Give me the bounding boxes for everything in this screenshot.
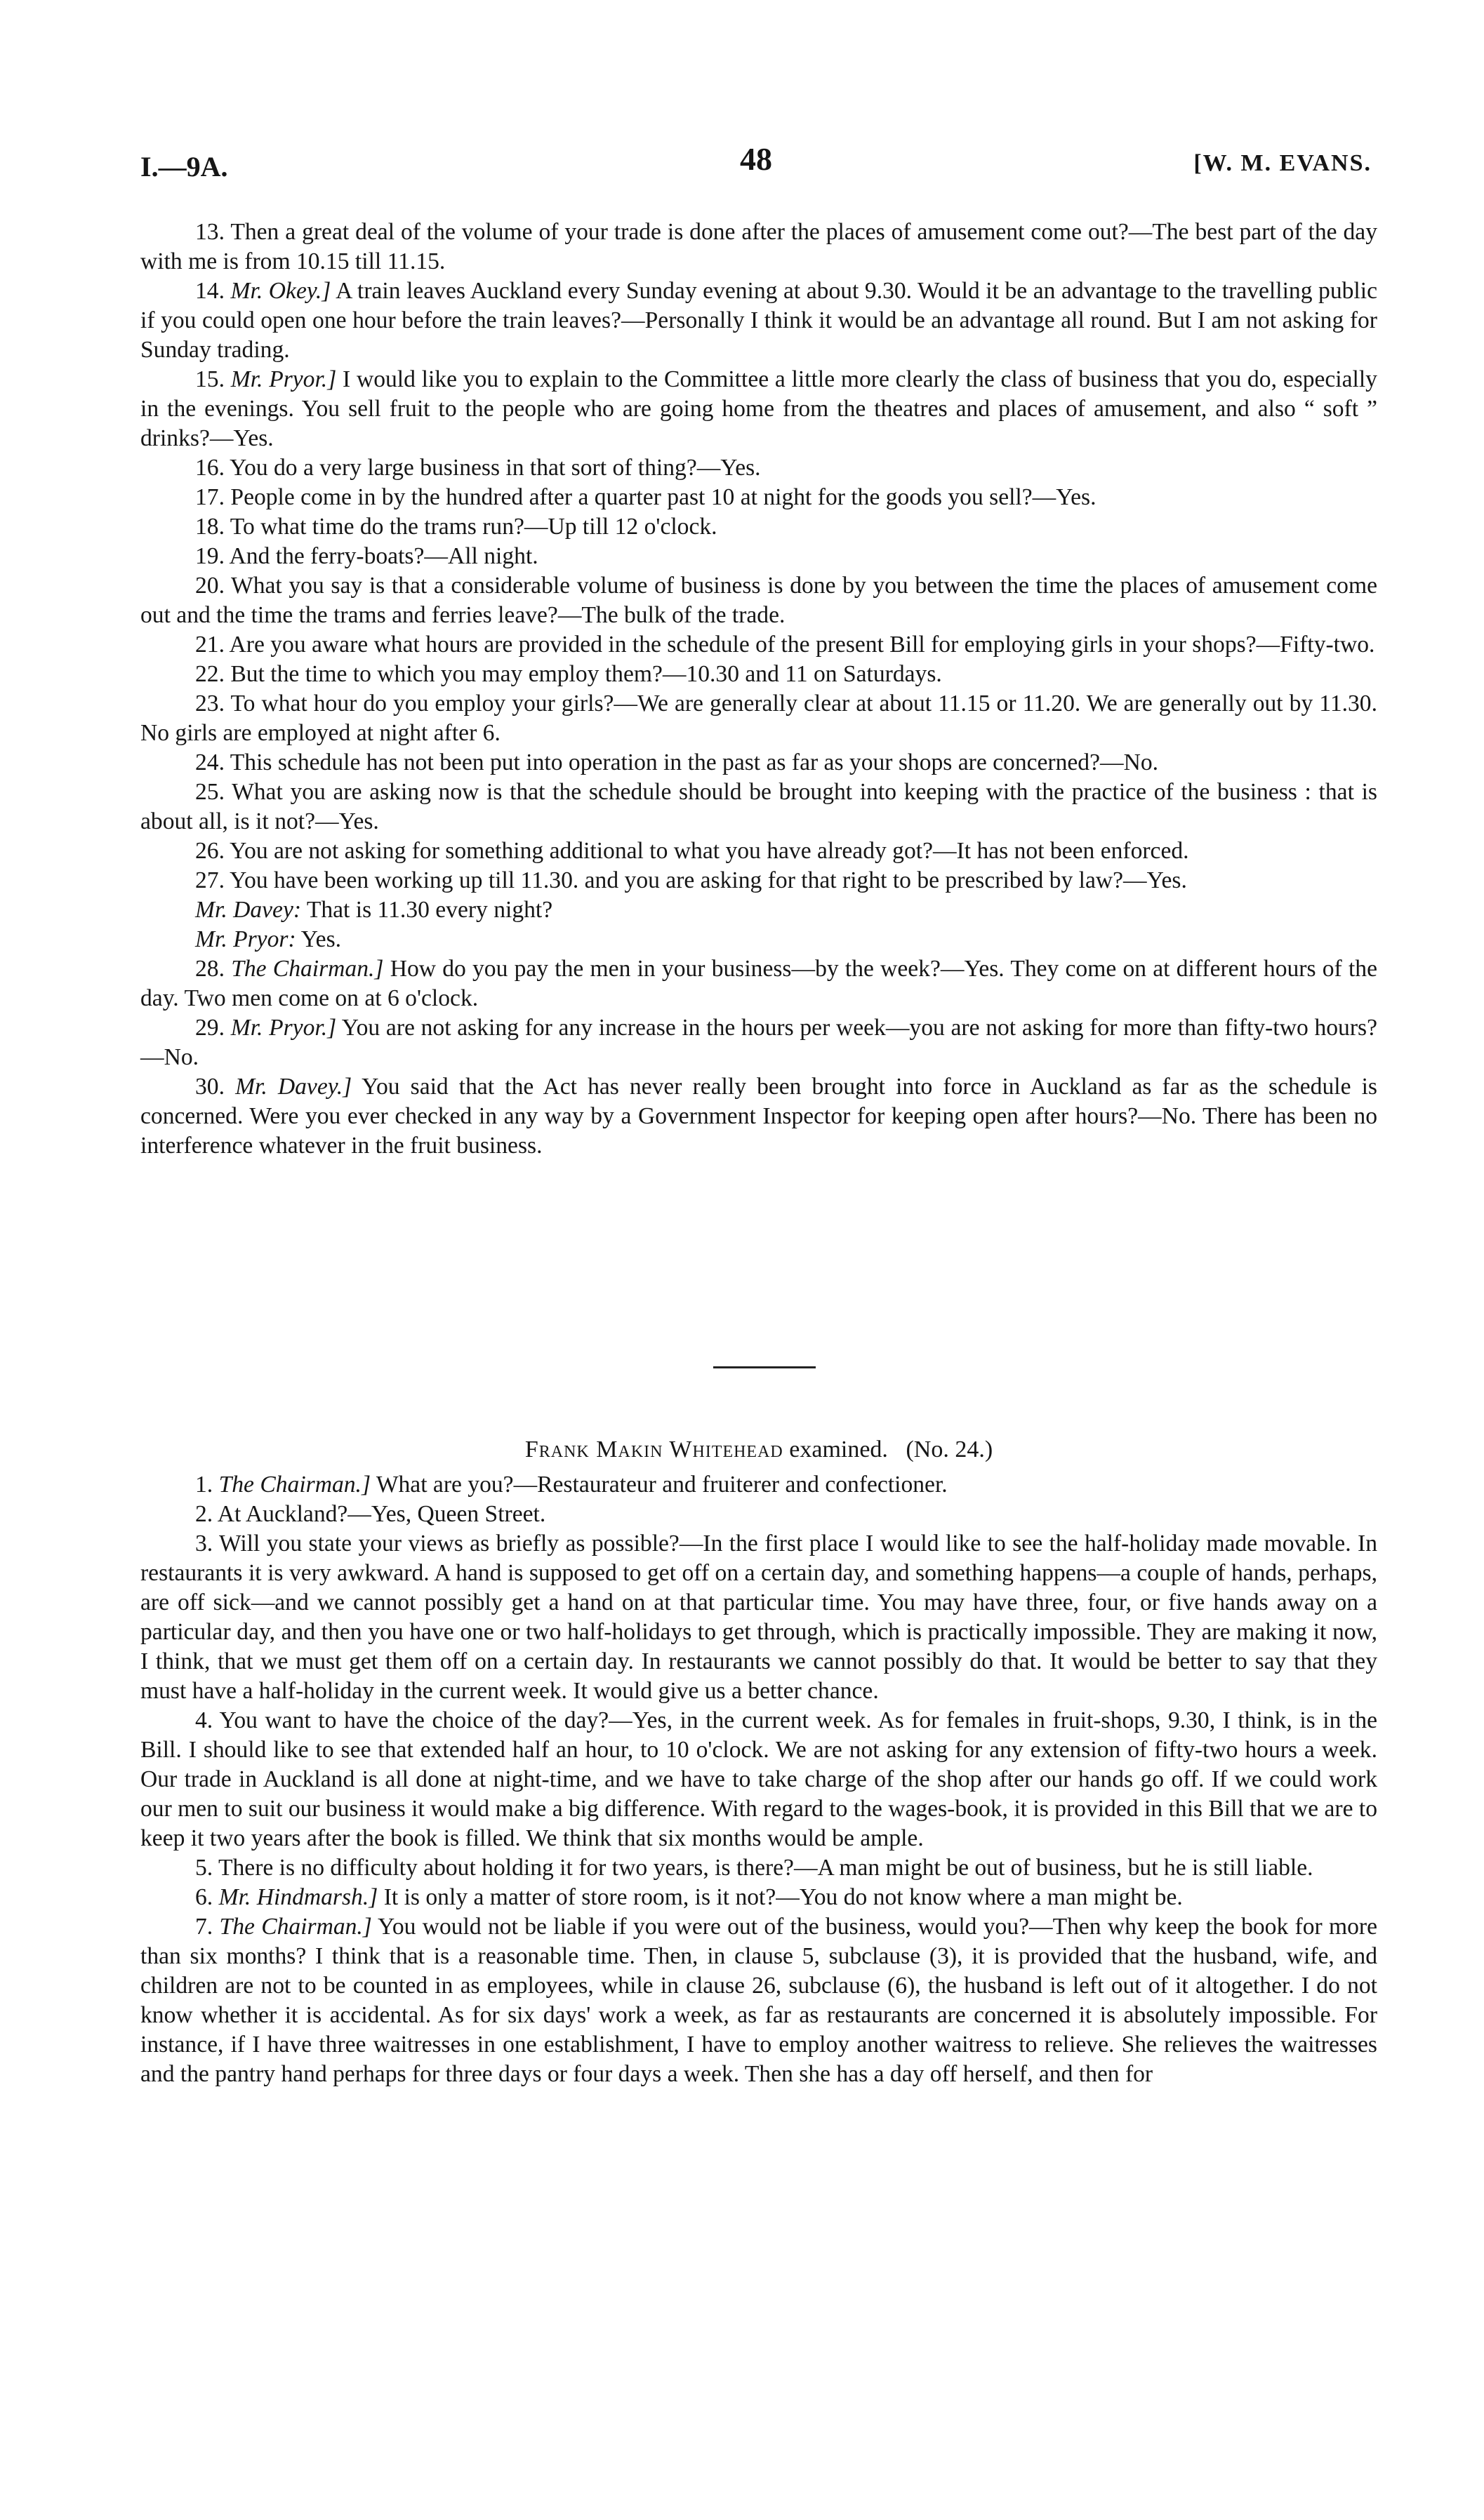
question-paragraph bbox=[140, 778, 1377, 836]
question-number: 25. bbox=[195, 779, 225, 805]
page-number: 48 bbox=[740, 141, 772, 177]
question-number: 7. bbox=[195, 1914, 213, 1940]
question-number: 27. bbox=[195, 867, 225, 893]
question-text: Will you state your views as briefly as possible?—In the first place I would like to see the half-holiday made movable. In restaurants it is very awkward. A hand is supposed to get off on a certain day, and something happens—a couple of hands, perhaps, are off sick—and we cannot possibly get a hand on at that particular time. You may have three, four, or five hands away on a particular day, and then you have one or two half-holidays to get through, which is practically impossible. They are making it now, I think, that we must get them off on a certain day. In restaurants we cannot possibly do that. It would be better to say that they must have a half-holiday in the current week. It would give us a better chance. bbox=[140, 1531, 1377, 1704]
question-number: 23. bbox=[195, 691, 225, 716]
question-paragraph bbox=[140, 218, 1377, 276]
question-paragraph bbox=[140, 1529, 1377, 1706]
speaker-name: Mr. Pryor.] bbox=[230, 1015, 337, 1041]
speaker-name: Mr. Davey: bbox=[195, 897, 302, 923]
question-text: What you say is that a considerable volume of business is done by you between the time the places of amusement come out and the time the trams and ferries leave?—The bulk of the trade. bbox=[140, 573, 1377, 628]
witness-reference: [W. M. EVANS. bbox=[1193, 150, 1372, 176]
question-paragraph bbox=[140, 276, 1377, 365]
question-number: 1. bbox=[195, 1472, 213, 1498]
question-text: To what time do the trams run?—Up till 12 o'clock. bbox=[230, 514, 717, 540]
question-paragraph bbox=[140, 895, 1377, 925]
page-header bbox=[140, 140, 1372, 182]
question-number: 16. bbox=[195, 455, 225, 481]
speaker-name: The Chairman.] bbox=[231, 956, 384, 982]
question-paragraph bbox=[140, 925, 1377, 954]
question-text: That is 11.30 every night? bbox=[306, 897, 553, 923]
question-text: It is only a matter of store room, is it not?—You do not know where a man might be. bbox=[383, 1884, 1183, 1910]
question-text: You are not asking for any increase in the hours per week—you are not asking for more than fifty-two hours?—No. bbox=[140, 1015, 1377, 1070]
witness-name: Frank Makin Whitehead bbox=[524, 1436, 783, 1462]
question-paragraph bbox=[140, 630, 1377, 660]
question-text: At Auckland?—Yes, Queen Street. bbox=[217, 1501, 546, 1527]
question-number: 28. bbox=[195, 956, 225, 982]
question-number: 4. bbox=[195, 1707, 213, 1733]
speaker-name: Mr. Davey.] bbox=[235, 1074, 352, 1100]
question-paragraph bbox=[140, 1706, 1377, 1853]
question-paragraph bbox=[140, 1470, 1377, 1500]
question-number: 18. bbox=[195, 514, 225, 540]
question-number: 22. bbox=[195, 661, 225, 687]
speaker-name: Mr. Okey.] bbox=[230, 278, 331, 304]
question-number: 15. bbox=[195, 366, 225, 392]
speaker-name: The Chairman.] bbox=[219, 1914, 372, 1940]
evidence-section-whitehead bbox=[140, 1470, 1377, 2089]
question-text: But the time to which you may employ them?—10.30 and 11 on Saturdays. bbox=[230, 661, 942, 687]
question-number: 26. bbox=[195, 838, 225, 864]
speaker-name: Mr. Pryor: bbox=[195, 926, 296, 952]
question-text: You would not be liable if you were out of the business, would you?—Then why keep the book for more than six months? I think that is a reasonable time. Then, in clause 5, subclause (3), it is provided that the husband, wife, and children are not to be counted in as employees, while in clause 26, subclause (6), the husband is left out of it altogether. I do not know whether it is accidental. As for six days' work a week, as far as restaurants are concerned it is absolutely impossible. For instance, if I have three waitresses in one establishment, I have to employ another waitress to relieve. She relieves the waitresses and the pantry hand perhaps for three days or four days a week. Then she has a day off herself, and then for bbox=[140, 1914, 1378, 2087]
question-paragraph bbox=[140, 453, 1377, 483]
question-text: How do you pay the men in your business—by the week?—Yes. They come on at different hours of the day. Two men come on at 6 o'clock. bbox=[140, 956, 1377, 1011]
question-paragraph bbox=[140, 365, 1377, 453]
section-divider bbox=[713, 1366, 816, 1368]
examined-label: examined. bbox=[789, 1436, 888, 1462]
question-text: People come in by the hundred after a quarter past 10 at night for the goods you sell?—Yes. bbox=[230, 484, 1097, 510]
question-number: 24. bbox=[195, 749, 225, 775]
question-text: You do a very large business in that sort of thing?—Yes. bbox=[230, 455, 761, 481]
question-text: This schedule has not been put into operation in the past as far as your shops are concerned?—No. bbox=[230, 749, 1159, 775]
question-paragraph bbox=[140, 483, 1377, 512]
question-number: 30. bbox=[195, 1074, 225, 1100]
question-text: Then a great deal of the volume of your trade is done after the places of amusement come out?—The best part of the day with me is from 10.15 till 11.15. bbox=[140, 219, 1377, 274]
question-text: What are you?—Restaurateur and fruiterer and confectioner. bbox=[376, 1472, 948, 1498]
question-text: And the ferry-boats?—All night. bbox=[229, 543, 538, 569]
question-paragraph bbox=[140, 542, 1377, 571]
question-text: There is no difficulty about holding it for two years, is there?—A man might be out of business, but he is still liable. bbox=[218, 1855, 1313, 1881]
question-paragraph bbox=[140, 866, 1377, 895]
report-reference: I.—9A. bbox=[140, 151, 228, 182]
question-text: Are you aware what hours are provided in the schedule of the present Bill for employing girls in your shops?—Fifty-two. bbox=[229, 632, 1375, 658]
question-number: 21. bbox=[195, 632, 225, 658]
evidence-section-evans bbox=[140, 218, 1377, 1161]
question-paragraph bbox=[140, 571, 1377, 630]
witness-number: (No. 24.) bbox=[906, 1436, 993, 1462]
question-text: Yes. bbox=[300, 926, 342, 952]
question-text: You want to have the choice of the day?—Yes, in the current week. As for females in fruit-shops, 9.30, I think, is in the Bill. I should like to see that extended half an hour, to 10 o'clock. We are not asking for any extension of fifty-two hours a week. Our trade in Auckland is all done at night-time, and we have to take charge of the shop after our hands go off. If we could work our men to suit our business it would make a big difference. With regard to the wages-book, it is provided in this Bill that we are to keep it two years after the book is filled. We think that six months would be ample. bbox=[140, 1707, 1377, 1851]
question-paragraph bbox=[140, 1500, 1377, 1529]
question-text: You are not asking for something additional to what you have already got?—It has not been enforced. bbox=[230, 838, 1189, 864]
question-number: 17. bbox=[195, 484, 225, 510]
question-text: A train leaves Auckland every Sunday evening at about 9.30. Would it be an advantage to the travelling public if you could open one hour before the train leaves?—Personally I think it would be an advantage all round. But I am not asking for Sunday trading. bbox=[140, 278, 1377, 363]
question-paragraph bbox=[140, 660, 1377, 689]
examination-heading bbox=[140, 1435, 1377, 1465]
question-paragraph bbox=[140, 512, 1377, 542]
question-number: 19. bbox=[195, 543, 225, 569]
question-number: 14. bbox=[195, 278, 225, 304]
question-number: 6. bbox=[195, 1884, 213, 1910]
question-paragraph bbox=[140, 836, 1377, 866]
question-paragraph bbox=[140, 954, 1377, 1013]
question-paragraph bbox=[140, 1853, 1377, 1883]
question-paragraph bbox=[140, 1013, 1377, 1072]
speaker-name: Mr. Hindmarsh.] bbox=[218, 1884, 378, 1910]
question-text: You said that the Act has never really been brought into force in Auckland as far as the schedule is concerned. Were you ever checked in any way by a Government Inspector for keeping open after hours?—No. There has been no interference whatever in the fruit business. bbox=[140, 1074, 1377, 1159]
question-number: 13. bbox=[195, 219, 225, 245]
question-paragraph bbox=[140, 1883, 1377, 1912]
question-number: 5. bbox=[195, 1855, 213, 1881]
question-paragraph bbox=[140, 689, 1377, 748]
question-text: To what hour do you employ your girls?—We are generally clear at about 11.15 or 11.20. We are generally out by 11.30. No girls are employed at night after 6. bbox=[140, 691, 1377, 746]
question-text: You have been working up till 11.30. and you are asking for that right to be prescribed by law?—Yes. bbox=[230, 867, 1187, 893]
question-number: 20. bbox=[195, 573, 225, 599]
question-number: 3. bbox=[195, 1531, 213, 1556]
speaker-name: The Chairman.] bbox=[218, 1472, 371, 1498]
question-paragraph bbox=[140, 1912, 1377, 2089]
question-text: What you are asking now is that the schedule should be brought into keeping with the practice of the business : that is about all, is it not?—Yes. bbox=[140, 779, 1377, 834]
question-paragraph bbox=[140, 1072, 1377, 1161]
question-number: 29. bbox=[195, 1015, 225, 1041]
question-number: 2. bbox=[195, 1501, 213, 1527]
speaker-name: Mr. Pryor.] bbox=[230, 366, 337, 392]
question-text: I would like you to explain to the Committee a little more clearly the class of business that you do, especially in the evenings. You sell fruit to the people who are going home from the theatres and places of amusement, and also “ soft ” drinks?—Yes. bbox=[140, 366, 1377, 451]
question-paragraph bbox=[140, 748, 1377, 778]
